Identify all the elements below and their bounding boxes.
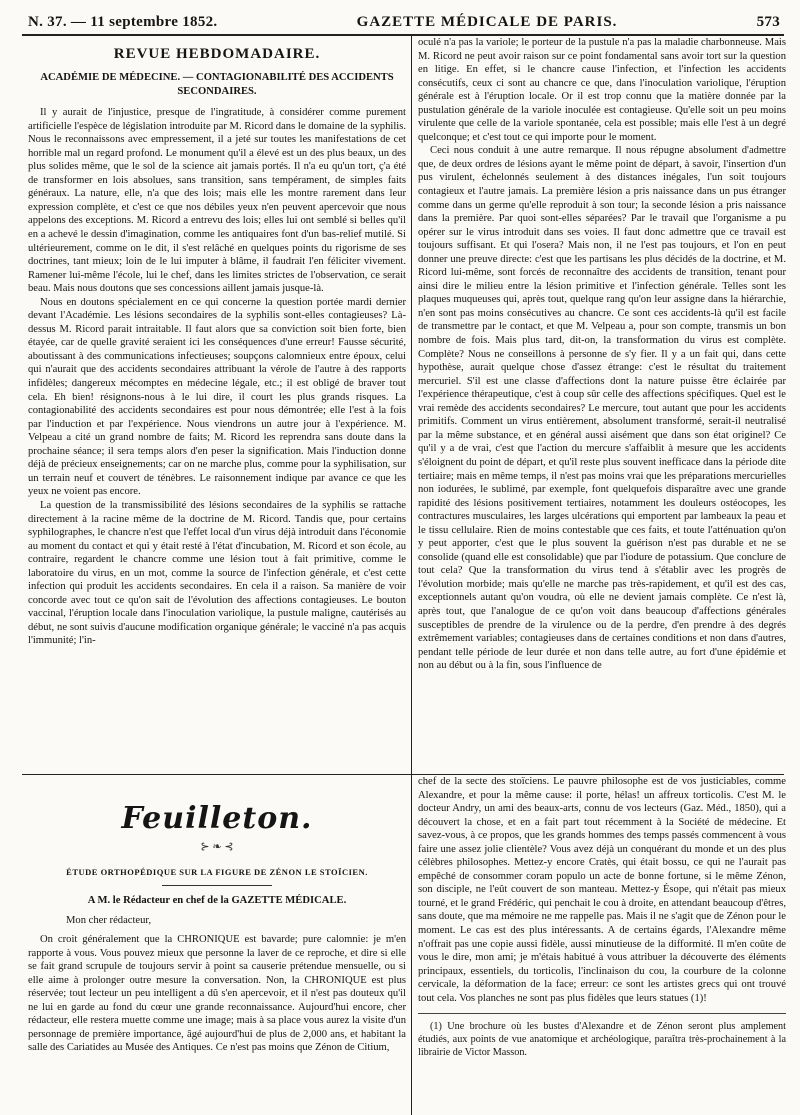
ornament-icon: ⊱ ❧ ⊰ xyxy=(200,841,234,853)
issue-date: N. 37. — 11 septembre 1852. xyxy=(28,14,218,30)
page-number: 573 xyxy=(756,14,780,30)
paragraph: La question de la transmissibilité des lésions secondaires de la syphilis se rattache directement à la racine même de la doctrine de M. Ricord. Tandis que, pour certains syphilographes, le chancre n'est que l'effet local d'un virus déjà introduit dans l'économie au moment du contact et qui y était resté à l'état d'incubation, M. Ricord et son école, au contraire, regardent le chancre comme une lésion tout à fait primitive, comme le laboratoire du virus, en un mot, comme la source de l'infection générale, et c'est cette infection qui produit les accidents secondaires. En cela il a raison. Sa manière de voir concorde avec tout ce qu'on sait de l'évolution des affections contagieuses. Le bouton vaccinal, l'éruption locale dans l'inoculation variolique, la pustule maligne, cautérisés au début, ne sont suivis d'aucune modification organique générale; le vacciné n'a pas acquis l'immunité; l'in- xyxy=(28,499,406,647)
feuilleton-title: Feuilleton. xyxy=(121,801,313,836)
paragraph: Il y aurait de l'injustice, presque de l'ingratitude, à considérer comme purement artificielle l'espèce de législation introduite par M. Ricord dans le domaine de la syphilis. Nous le reconnaissons avec empressement, il a jeté sur toutes les manifestations de cet horrible mal un regard profond. Le monument qu'il a élevé est un des plus beaux, un des plus solides même, que le sol de la science ait jamais portés. Il n'a eu qu'un tort, ç'a été de transformer en lois absolues, sans transition, sans tempérament, de simples faits généraux. La nature, elle, n'a que des lois; mais elle les montre rarement dans leur expression complète, et c'est ce que nos débiles yeux n'en peuvent apercevoir que nous appelons des exceptions. M. Ricord a entrevu des lois; elles lui ont semblé si belles qu'il en a achevé le dessin d'imagination, comme les antiquaires font d'un bas-relief mutilé. Si ultérieurement, comme on le dit, il s'est relâché en quelques points du rigorisme de ses doctrines, tant mieux; loin de le lui imputer à blâme, il faudrait l'en féliciter vivement. Ramener lui-même l'école, lui le chef, dans les limites strictes de l'observation, ce serait beau. Mais nous doutons que ses concessions aillent jamais jusque-là. xyxy=(28,107,406,295)
main-article xyxy=(22,36,784,775)
journal-title: GAZETTE MÉDICALE DE PARIS. xyxy=(356,14,618,30)
footnote-text: (1) Une brochure où les bustes d'Alexandre et de Zénon seront plus amplement étudiés, aux points de vue anatomique et archéologique, paraîtra très-prochainement à la librairie de Victor Masson. xyxy=(418,1021,786,1059)
divider xyxy=(162,885,272,886)
page-header xyxy=(22,14,784,36)
column-divider xyxy=(411,36,412,774)
feuilleton-section xyxy=(22,775,784,1115)
feuilleton-right-column xyxy=(418,775,786,1115)
left-column xyxy=(28,36,412,774)
section-title: REVUE HEBDOMADAIRE. xyxy=(113,46,321,62)
paragraph: oculé n'a pas la variole; le porteur de la pustule n'a pas la maladie charbonneuse. Mais M. Ricord ne peut avoir raison sur ce point fondamental sans avoir tort sur la question en litige. En effet, si le chancre cause l'infection, et l'infection les accidents consécutifs, ceux ci sont au chancre ce que, dans l'inoculation variolique, l'éruption générale est à l'éruption locale. Or il est trop connu que la matière donnée par la pustulation générale de la variole inoculée est contagieuse. Qu'elle soit un peu moins virulente que celle de la variole spontanée, cela est possible; mais elle l'est à un degré quelconque; et c'est tout ce qui importe pour le moment. xyxy=(418,37,786,143)
paragraph: Nous en doutons spécialement en ce qui concerne la question portée mardi dernier devant l'Académie. Les lésions secondaires de la syphilis sont-elles contagieuses? Là-dessus M. Ricord parait intraitable. Il faut alors que sa conviction soit bien forte, bien étayée, car de quelle gravité seraient ici les conséquences d'une erreur! Fausse sécurité, aboutissant à des communications infectieuses; soupçons calomnieux entre époux, celui qui n'aurait que des accidents secondaires attribuant la vérole de l'autre à des rapports infidèles; dangereux mécomptes en médecine légale, etc.; il est obligé de braver tout cela. Eh bien! résignons-nous à le lui dire, il court les plus grands risques. La contagionabilité des accidents secondaires est pour nous démontrée; elle l'est à la fois par l'induction et par l'expérience. Nous viendrons un autre jour à l'expérience. M. Velpeau a cité un grand nombre de faits; M. Ricord les reprendra sans doute dans la prochaine séance; il sera temps alors d'en peser la signification. Mais l'induction donne déjà de précieux enseignements; car on ne marche plus, comme pour la syphilisation, sur un terrain neuf et couvert de ténèbres. Le raisonnement indique par avance ce que les yeux ne voient pas encore. xyxy=(28,296,406,498)
paragraph: chef de la secte des stoïciens. Le pauvre philosophe est de vos justiciables, comme Alexandre, et pour la même cause: il porte, hélas! un affreux torticolis. C'est M. le docteur Andry, un ami des beaux-arts, connu de vos lecteurs (Gaz. Méd., 1850), qui a découvert la chose, et en a fait part tout récemment à la Société de médecine. Et savez-vous, à ce propos, que les grands hommes des temps passés commencent à vous faire une assez jolie clientèle? Vous avez déjà un conquérant du monde et un des plus célèbres philosophes. Mettez-y encore Cratès, qui était bossu, ce qui ne l'aurait pas empêché de consommer coram populo un acte de bonne fortune, si le même Zénon, son disciple, ne l'eût couvert de son manteau. Mettez-y Ésope, qui n'était pas mieux tourné, et le grand Frédéric, qui penchait le cou à droite, en attendant beaucoup d'êtres, sans doute, que ma mémoire ne me rappelle pas. Mais il ne s'agit que de Zénon pour le moment. Le cas est des plus intéressants. A de certains égards, l'Alexandre même n'offrait pas une copie aussi fidèle, aussi minutieuse de la difformité. Il m'en coûte de vous le dire, mon ami; je m'étais habitué à vous attribuer la découverte des éléments principaux, essentiels, du torticolis, l'inclinaison du cou, la courbure de la colonne cervicale, la déformation de la face; erreur: ce sont les artistes grecs qui ont trouvé tout cela. Vos planches ne sont pas plus fidèles que leurs statues (1)! xyxy=(418,776,786,1004)
addressee: A M. le Rédacteur en chef de la GAZETTE MÉDICALE. xyxy=(87,895,347,906)
feuilleton-left-column xyxy=(28,775,412,1115)
paragraph: On croit généralement que la CHRONIQUE est bavarde; pure calomnie: je m'en rapporte à vous. Vous pouvez mieux que personne la laver de ce reproche, et dire si elle se fait grand scrupule de toujours servir à point sa causerie prétendue mensuelle, ou si elle aime à prolonger outre mesure la conversation. Non, la CHRONIQUE est plus réservée; tout lecteur un peu intelligent a dû s'en apercevoir, et il n'est pas douteux qu'il ne lui en garde au fond du cœur une grande reconnaissance. Aujourd'hui encore, cher rédacteur, elle restera muette comme une image; mais à sa place vous aurez la visite d'un personnage de première importance, âgé aujourd'hui de plus de 2,000 ans, et habitant la salle des Cariatides au Musée des Antiques. Ce n'est pas moins que Zénon de Citium, xyxy=(28,934,406,1054)
subsection-title: ACADÉMIE DE MÉDECINE. — CONTAGIONABILITÉ DES ACCIDENTS SECONDAIRES. xyxy=(40,72,394,97)
greeting: Mon cher rédacteur, xyxy=(66,914,152,926)
study-title: ÉTUDE ORTHOPÉDIQUE SUR LA FIGURE DE ZÉNON LE STOÏCIEN. xyxy=(66,867,368,877)
column-divider xyxy=(411,775,412,1115)
footnote xyxy=(418,1013,786,1059)
right-column xyxy=(418,36,786,774)
paragraph: Ceci nous conduit à une autre remarque. Il nous répugne absolument d'admettre que, de deux ordres de lésions ayant le même point de départ, à savoir, l'insertion d'un pus virulent, échelonnés seulement à des distances inégales, l'un soit toujours contagieux et l'autre jamais. La première lésion a pris naissance dans un pus étranger comme dans un germe qu'elle reproduit à son tour; la seconde lésion a pris naissance dans la première. Par quoi sont-elles séparées? Par le travail que l'organisme a pu opérer sur le virus introduit dans ses voies. Il faut donc admettre que ce travail est toujours suffisant. Et qui l'osera? Mais non, il ne l'est pas toujours, et l'on en peut donner une preuve directe: c'est que les partisans les plus décidés de la doctrine, et M. Ricord lui-même, sont forcés de reconnaître des accidents de transition, tenant pour ainsi dire le milieu entre la lésion primitive et l'infection générale. Telles sont les plaques muqueuses qui, après tout, quelque rang qu'on leur assigne dans la hiérarchie, n'en sont pas moins consécutives au chancre. Ce sont ces accidents-là qu'il est facile de transmettre par le contact, et que M. Velpeau a, pour son compte, transmis un bon nombre de fois. Mais plus tard, dit-on, la transformation du virus est complète. Complète? Nous ne conseillons à personne de s'y fier. Il y a un fait qui, dans cette hypothèse, aurait quelque chose d'assez étrange: c'est le résultat du traitement mercuriel. S'il est une classe d'affections dont la nature puisse être éclairée par l'expérience thérapeutique, c'est à coup sûr celle des affections spécifiques. Quel est le vrai remède des accidents secondaires? Le mercure, tout autant que pour les accidents primitifs. Comment un virus entièrement, absolument transformé, serait-il neutralisé par la même substance, et en général aussi aisément que dans son état originel? Ce qu'il y a de vrai, c'est que l'action du mercure s'affaiblit à mesure que les accidents s'éloignent du point de départ, et qu'il reste plus souvent inefficace dans la période dite tertiaire; mais en même temps, il n'est pas moins vrai que les préparations mercurielles non iodurées, le sublimé, par exemple, font quelquefois disparaître avec une grande rapidité des lésions positivement tertiaires, notamment les douleurs ostéocopes, les contractures musculaires, les larges ulcérations qui emportent par lambeaux la peau et le tissu cellulaire. Rien de moins contestable que ces faits, et toute l'atténuation qu'on y peut apporter, c'est que le plus souvent la guérison n'est pas durable et ne se consolide (quand elle est consolidable) que par l'iodure de potassium. Que conclure de tout cela? Que la transformation du virus tend à s'établir avec les progrès de l'évolution morbide; mais qu'elle ne marche pas très-rapidement, et qu'il est des cas, exceptionnels autant qu'on voudra, où elle ne devient jamais complète. Ce n'est là, après tout, que l'analogue de ce qu'on voit dans beaucoup d'affections générales susceptibles de prendre de la virulence ou de la perdre, d'en prendre à des degrés extrêmement variables; contagieuses dans de certaines conditions et non dans d'autres, pendant telle période de leur durée et non dans telle autre, au fort d'une épidémie et non au début ou à la fin, sous l'influence de xyxy=(418,145,786,672)
